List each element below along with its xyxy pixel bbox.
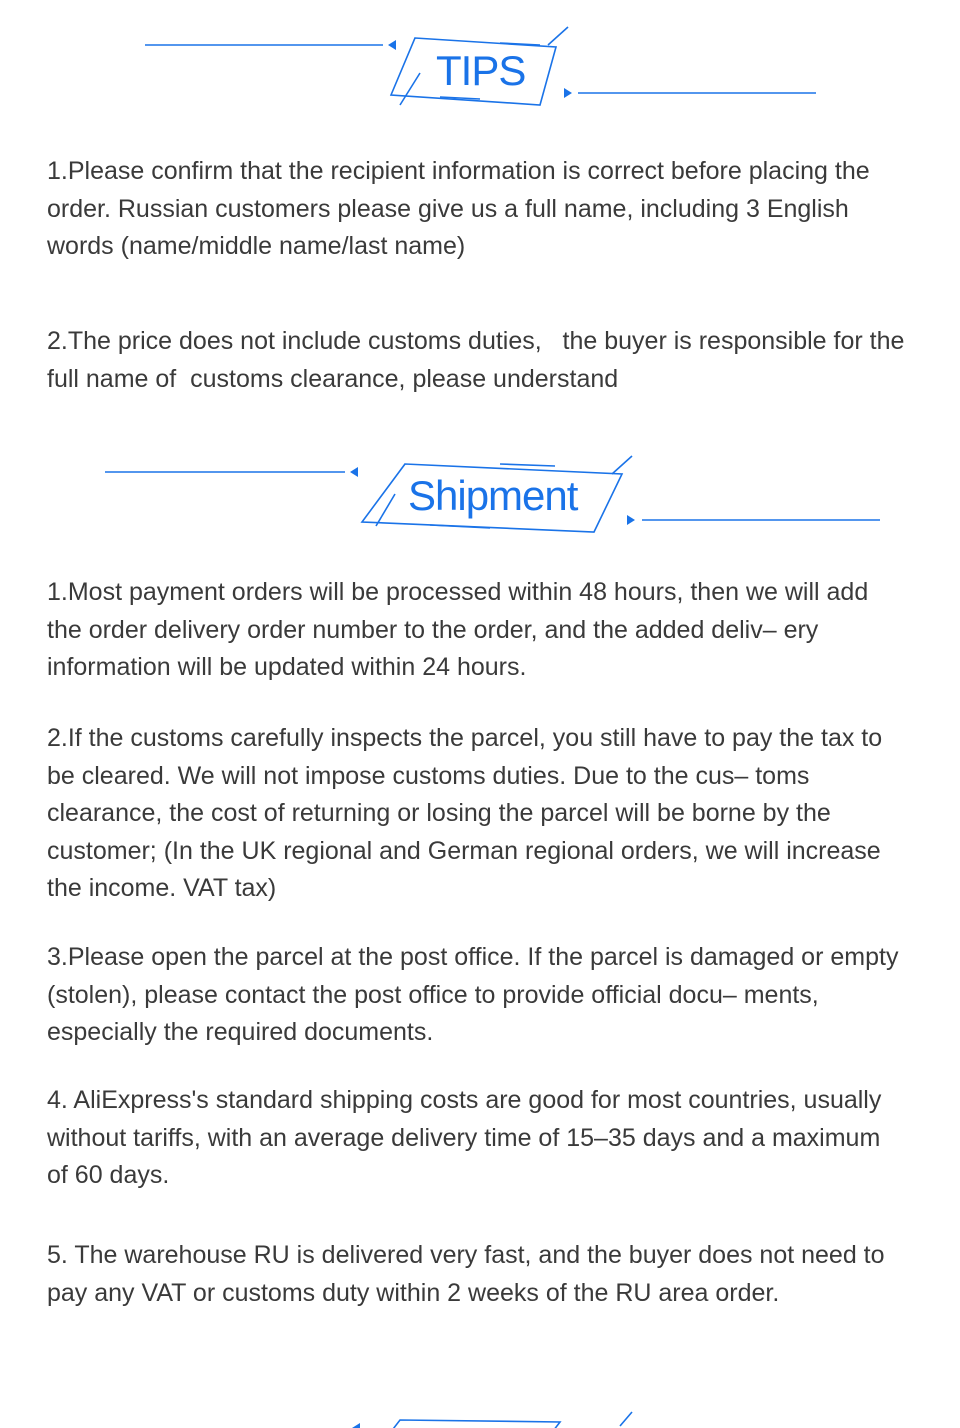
shipment-item-5: 5. The warehouse RU is delivered very fast, and the buyer does not need to pay any VAT or customs duty within 2 weeks of the RU area order.: [47, 1241, 892, 1307]
shipment-item-4: 4. AliExpress's standard shipping costs are good for most countries, usually without tariffs, with an average delivery time of 15–35 days and a maximum of 60 days.: [47, 1086, 889, 1189]
tips-header: [0, 25, 960, 135]
tips-title: TIPS: [436, 47, 526, 94]
shipment-header: [0, 452, 960, 562]
shipment-item-2: 2.If the customs carefully inspects the parcel, you still have to pay the tax to be cleared. We will not impose customs duties. Due to the cus– toms clearance, the cost of returning or losing the parcel will be borne by the customer; (In the UK regional and German regional orders, we will increase the income. VAT tax): [47, 724, 890, 902]
next-header-decoration: [0, 1408, 960, 1428]
shipment-title: Shipment: [408, 472, 578, 519]
shipment-item-1: 1.Most payment orders will be processed within 48 hours, then we will add the order delivery order number to the order, and the added deliv– ery information will be updated within 24 hours.: [47, 578, 876, 681]
tips-item-1: 1.Please confirm that the recipient information is correct before placing the order. Russian customers please give us a full name, including 3 English words (name/middle name/last name): [47, 157, 877, 260]
shipment-item-3: 3.Please open the parcel at the post office. If the parcel is damaged or empty (stolen), please contact the post office to provide official docu– ments, especially the required documents.: [47, 943, 906, 1046]
tips-item-2: 2.The price does not include customs duties, the buyer is responsible for the full name of customs clearance, please understand: [47, 327, 912, 393]
